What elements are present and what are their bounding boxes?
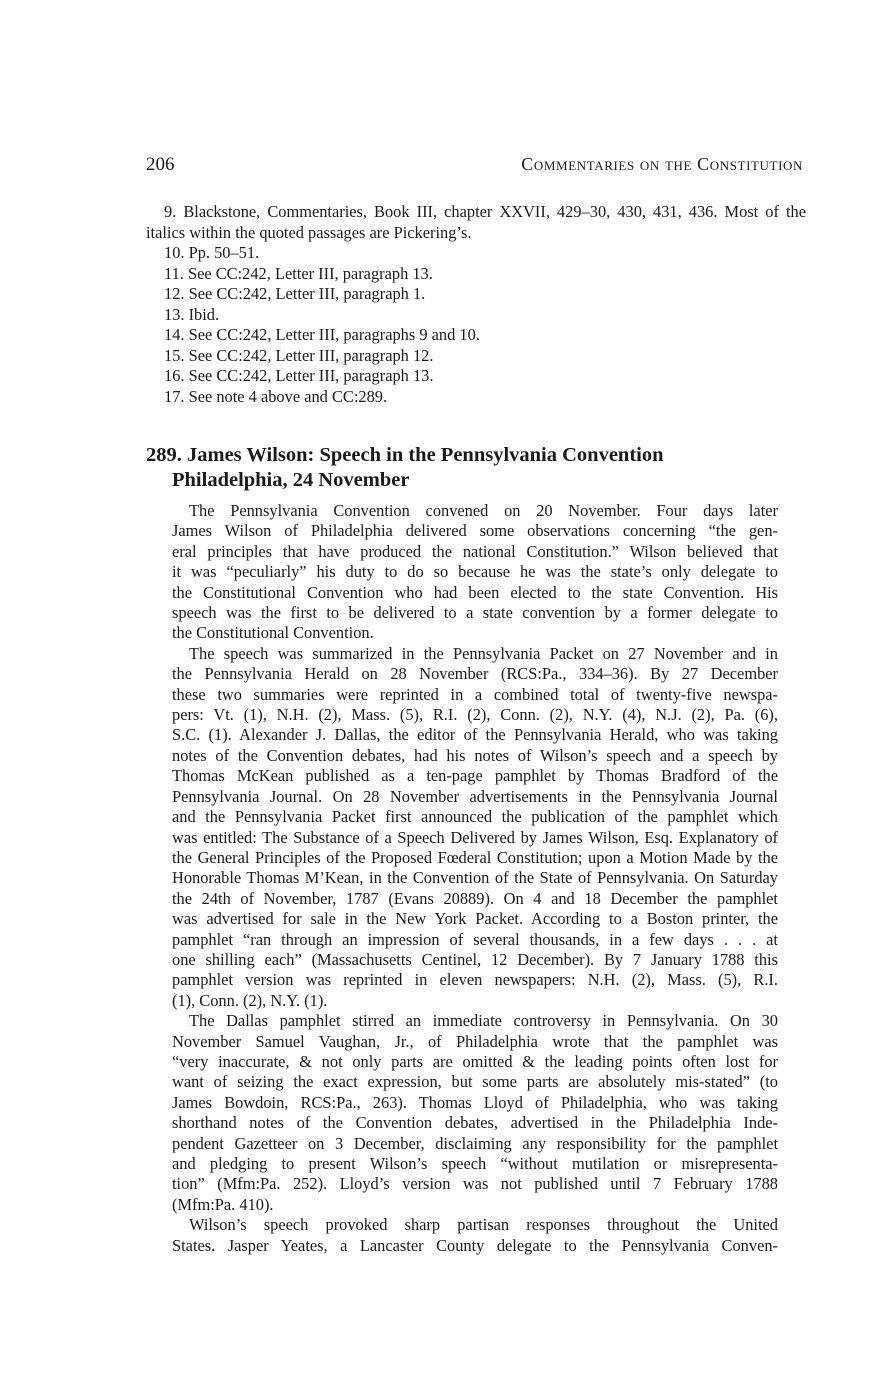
paragraph-line: November Samuel Vaughan, Jr., of Philadelphia wrote that the pamphlet was xyxy=(172,1031,778,1051)
paragraph-line: tion” (Mfm:Pa. 252). Lloyd’s version was not published until 7 February 1788 xyxy=(172,1174,778,1194)
endnotes xyxy=(146,202,806,407)
note-9-line-2: of the italics within the quoted passages are Pickering’s. xyxy=(146,202,807,242)
paragraph xyxy=(172,501,778,644)
paragraph-line: was advertised for sale in the New York Packet. According to a Boston printer, the xyxy=(172,909,778,929)
paragraph-line: one shilling each” (Massachusetts Centinel, 12 December). By 7 January 1788 this xyxy=(172,949,778,969)
paragraph-line: speech was the first to be delivered to a state convention by a former delegate to xyxy=(172,603,778,623)
paragraph-line: States. Jasper Yeates, a Lancaster County delegate to the Pennsylvania Conven- xyxy=(172,1235,778,1255)
paragraph-line: Wilson’s speech provoked sharp partisan responses throughout the United xyxy=(189,1215,778,1235)
paragraph-line: was entitled: The Substance of a Speech Delivered by James Wilson, Esq. Explanatory of xyxy=(172,827,778,847)
paragraph-line: The Dallas pamphlet stirred an immediate controversy in Pennsylvania. On 30 xyxy=(189,1011,778,1031)
paragraph-line: these two summaries were reprinted in a combined total of twenty-five newspa- xyxy=(172,684,778,704)
paragraph-line: Pennsylvania Journal. On 28 November advertisements in the Pennsylvania Journal xyxy=(172,786,778,806)
note-14: 14. See CC:242, Letter III, paragraphs 9 and 10. xyxy=(164,325,480,344)
section-heading xyxy=(146,443,786,493)
running-head-title: Commentaries on the Constitution xyxy=(521,154,803,174)
paragraph-line: The Pennsylvania Convention convened on 20 November. Four days later xyxy=(189,501,778,520)
section-heading-line-2: Philadelphia, 24 November xyxy=(172,469,410,491)
paragraph-line: (1), Conn. (2), N.Y. (1). xyxy=(172,990,328,1010)
paragraph xyxy=(172,1215,778,1256)
paragraph-line: the Constitutional Convention who had been elected to the state Convention. His xyxy=(172,582,778,602)
note-16: 16. See CC:242, Letter III, paragraph 13. xyxy=(164,366,434,385)
note-9 xyxy=(146,202,806,243)
paragraph-line: James Wilson of Philadelphia delivered some observations concerning “the gen- xyxy=(172,521,778,541)
paragraph xyxy=(172,1011,778,1215)
paragraph-line: the Pennsylvania Herald on 28 November (RCS:Pa., 334–36). By 27 December xyxy=(172,664,778,684)
paragraph-line: notes of the Convention debates, had his notes of Wilson’s speech and a speech by xyxy=(172,745,778,765)
note-17: 17. See note 4 above and CC:289. xyxy=(164,386,388,406)
note-10: 10. Pp. 50–51. xyxy=(164,243,260,262)
paragraph-line: the General Principles of the Proposed Fœderal Constitution; upon a Motion Made by the xyxy=(172,847,778,867)
paragraph-line: S.C. (1). Alexander J. Dallas, the editor of the Pennsylvania Herald, who was taking xyxy=(172,725,778,745)
note-11: 11. See CC:242, Letter III, paragraph 13. xyxy=(164,263,433,283)
paragraph-line: Thomas McKean published as a ten-page pamphlet by Thomas Bradford of the xyxy=(172,766,778,786)
paragraph-line: James Bowdoin, RCS:Pa., 263). Thomas Lloyd of Philadelphia, who was taking xyxy=(172,1092,778,1112)
note-15: 15. See CC:242, Letter III, paragraph 12. xyxy=(164,345,434,365)
section-heading-line-1: 289. James Wilson: Speech in the Pennsylvania Convention xyxy=(146,444,664,466)
paragraph-line: The speech was summarized in the Pennsylvania Packet on 27 November and in xyxy=(189,643,778,663)
paragraph xyxy=(172,644,778,1011)
page-number: 206 xyxy=(146,154,175,175)
note-13: 13. Ibid. xyxy=(164,304,220,324)
paragraph-line: pers: Vt. (1), N.H. (2), Mass. (5), R.I. (2), Conn. (2), N.Y. (4), N.J. (2), Pa. (6), xyxy=(172,705,778,725)
paragraph-line: the Constitutional Convention. xyxy=(172,623,374,643)
paragraph-line: want of seizing the exact expression, but some parts are absolutely mis-stated” (to xyxy=(172,1072,778,1092)
paragraph-line: shorthand notes of the Convention debates, advertised in the Philadelphia Inde- xyxy=(172,1113,778,1133)
paragraph-line: (Mfm:Pa. 410). xyxy=(172,1194,274,1214)
body-text xyxy=(172,501,778,1256)
paragraph-line: pendent Gazetteer on 3 December, disclaiming any responsibility for the pamphlet xyxy=(172,1133,778,1153)
paragraph-line: pamphlet version was reprinted in eleven newspapers: N.H. (2), Mass. (5), R.I. xyxy=(172,970,778,990)
paragraph-line: pamphlet “ran through an impression of several thousands, in a few days . . . at xyxy=(172,929,778,949)
paragraph-line: “very inaccurate, & not only parts are omitted & the leading points often lost for xyxy=(172,1051,778,1071)
paragraph-line: it was “peculiarly” his duty to do so because he was the state’s only delegate to xyxy=(172,562,778,582)
paragraph-line: and the Pennsylvania Packet first announced the publication of the pamphlet which xyxy=(172,807,778,827)
paragraph-line: the 24th of November, 1787 (Evans 20889). On 4 and 18 December the pamphlet xyxy=(172,888,778,908)
paragraph-line: Honorable Thomas M’Kean, in the Convention of the State of Pennsylvania. On Saturday xyxy=(172,868,778,888)
note-12: 12. See CC:242, Letter III, paragraph 1. xyxy=(164,284,426,303)
note-9-line-1: 9. Blackstone, Commentaries, Book III, chapter XXVII, 429–30, 430, 431, 436. Most xyxy=(164,202,759,221)
paragraph-line: eral principles that have produced the national Constitution.” Wilson believed that xyxy=(172,541,778,561)
paragraph-line: and pledging to present Wilson’s speech “without mutilation or misrepresenta- xyxy=(172,1154,778,1173)
running-header xyxy=(146,154,803,180)
